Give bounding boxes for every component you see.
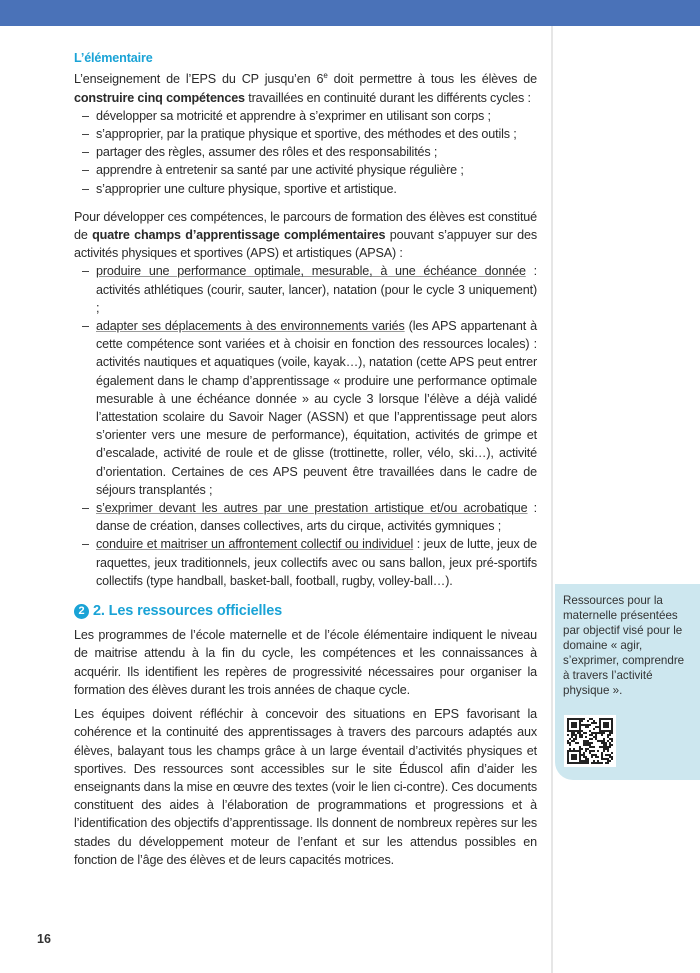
bold-text: construire cinq compétences	[74, 90, 245, 105]
text: doit permettre à tous les élèves de	[327, 72, 538, 87]
section-heading	[74, 602, 537, 620]
champ-text: (les APS appartenant à cette compétence sont variées et à choisir en fonction des ressources locales) : activités nautiques et aquatiques (voile, kayak…), natation (cette APS peut entrer également dans le champ d’apprentissage « produire une performance optimale mesurable à une échéance donnée » au cycle 3 lorsque l’élève a déjà validé l’attestation scolaire du Savoir Nager (ASSN) et que l’apprentissage peut alors s’orienter vers une mesure de performance), équitation, activités de grimpe et d’escalade, activité de roule et de glisse (trottinette, roller, vélo, ski…), activité d’orientation. Certaines de ces APS peuvent être travaillées dans le cadre de séjours transplantés ;	[96, 319, 537, 497]
top-banner	[0, 0, 700, 26]
text: Pour développer ces compétences, le parcours de formation des élèves est constitué de	[74, 209, 537, 243]
champs-paragraph	[74, 208, 537, 263]
qr-code-icon[interactable]	[564, 715, 616, 767]
section-number-badge: 2	[74, 604, 89, 619]
list-item: – apprendre à entretenir sa santé par une activité physique régulière ;	[74, 161, 537, 179]
subheading-elementaire: L’élémentaire	[74, 51, 153, 65]
champ-text: : danse de création, danses collectives, arts du cirque, activités gymniques ;	[96, 501, 538, 534]
champs-list	[74, 262, 537, 590]
text: travaillées en continuité durant les différents cycles :	[244, 90, 531, 105]
list-item	[74, 499, 537, 535]
margin-divider	[551, 26, 553, 973]
list-item: – partager des règles, assumer des rôles et des responsabilités ;	[74, 143, 537, 161]
paragraph: Les programmes de l’école maternelle et de l’école élémentaire indiquent le niveau de maitrise attendu à la fin du cycle, les compétences et les connaissances à acquérir. Ils identifient les repères de progressivité nécessaires pour organiser la formation des élèves durant les trois années de chaque cycle.	[74, 628, 537, 697]
list-item: – s’approprier une culture physique, sportive et artistique.	[74, 180, 537, 198]
sidebar-text: Ressources pour la maternelle présentées par objectif visé pour le domaine « agir, s’exprimer, comprendre à travers l’activité physique ».	[563, 594, 685, 697]
champ-text: : jeux de lutte, jeux de raquettes, jeux traditionnels, jeux collectifs avec ou sans ballon, jeux pré-sportifs collectifs (type handball, basket-ball, football, rugby, volley-ball…).	[96, 537, 537, 588]
intro-paragraph	[74, 67, 537, 107]
bold-text: quatre champs d’apprentissage complémentaires	[92, 228, 386, 243]
champ-title: produire une performance optimale, mesurable, à une échéance donnée	[96, 264, 526, 279]
main-content	[74, 49, 537, 869]
champ-title: s’exprimer devant les autres par une prestation artistique et/ou acrobatique	[96, 501, 528, 516]
competences-list	[74, 107, 537, 198]
list-item	[74, 535, 537, 590]
paragraph: Les équipes doivent réfléchir à concevoir des situations en EPS favorisant la cohérence et la continuité des apprentissages à travers des parcours adaptés aux élèves, balayant tous les champs grâce à un large éventail d’activités physiques et sportives. Des ressources sont accessibles sur le site Éduscol afin d’aider les enseignants dans la mise en œuvre des textes (voir le lien ci-contre). Ces documents constituent des aides à l’élaboration de programmations et progressions et à l’identification des objectifs d’apprentissage. Ils donnent de nombreux repères sur les stades du développement moteur de l’enfant et sur les attendus possibles en fonction de l’âge des élèves et de leurs capacités motrices.	[74, 707, 537, 867]
champ-text: : activités athlétiques (courir, sauter, lancer), natation (pour le cycle 3 uniquement) ;	[96, 264, 537, 315]
section-title: 2. Les ressources officielles	[93, 603, 283, 620]
list-item: – développer sa motricité et apprendre à s’exprimer en utilisant son corps ;	[74, 107, 537, 125]
text: pouvant s’appuyer sur des activités physiques et sportives (APS) et artistiques (APSA) :	[74, 228, 537, 261]
list-item: – s’approprier, par la pratique physique et sportive, des méthodes et des outils ;	[74, 125, 537, 143]
superscript: e	[323, 71, 328, 81]
list-item	[74, 317, 537, 499]
page-number: 16	[37, 932, 51, 946]
text: L’enseignement de l’EPS du CP jusqu’en 6	[74, 72, 324, 87]
sidebar-note	[555, 584, 700, 780]
list-item	[74, 262, 537, 317]
champ-title: adapter ses déplacements à des environnements variés	[96, 319, 405, 334]
champ-title: conduire et maitriser un affrontement collectif ou individuel	[96, 537, 414, 552]
